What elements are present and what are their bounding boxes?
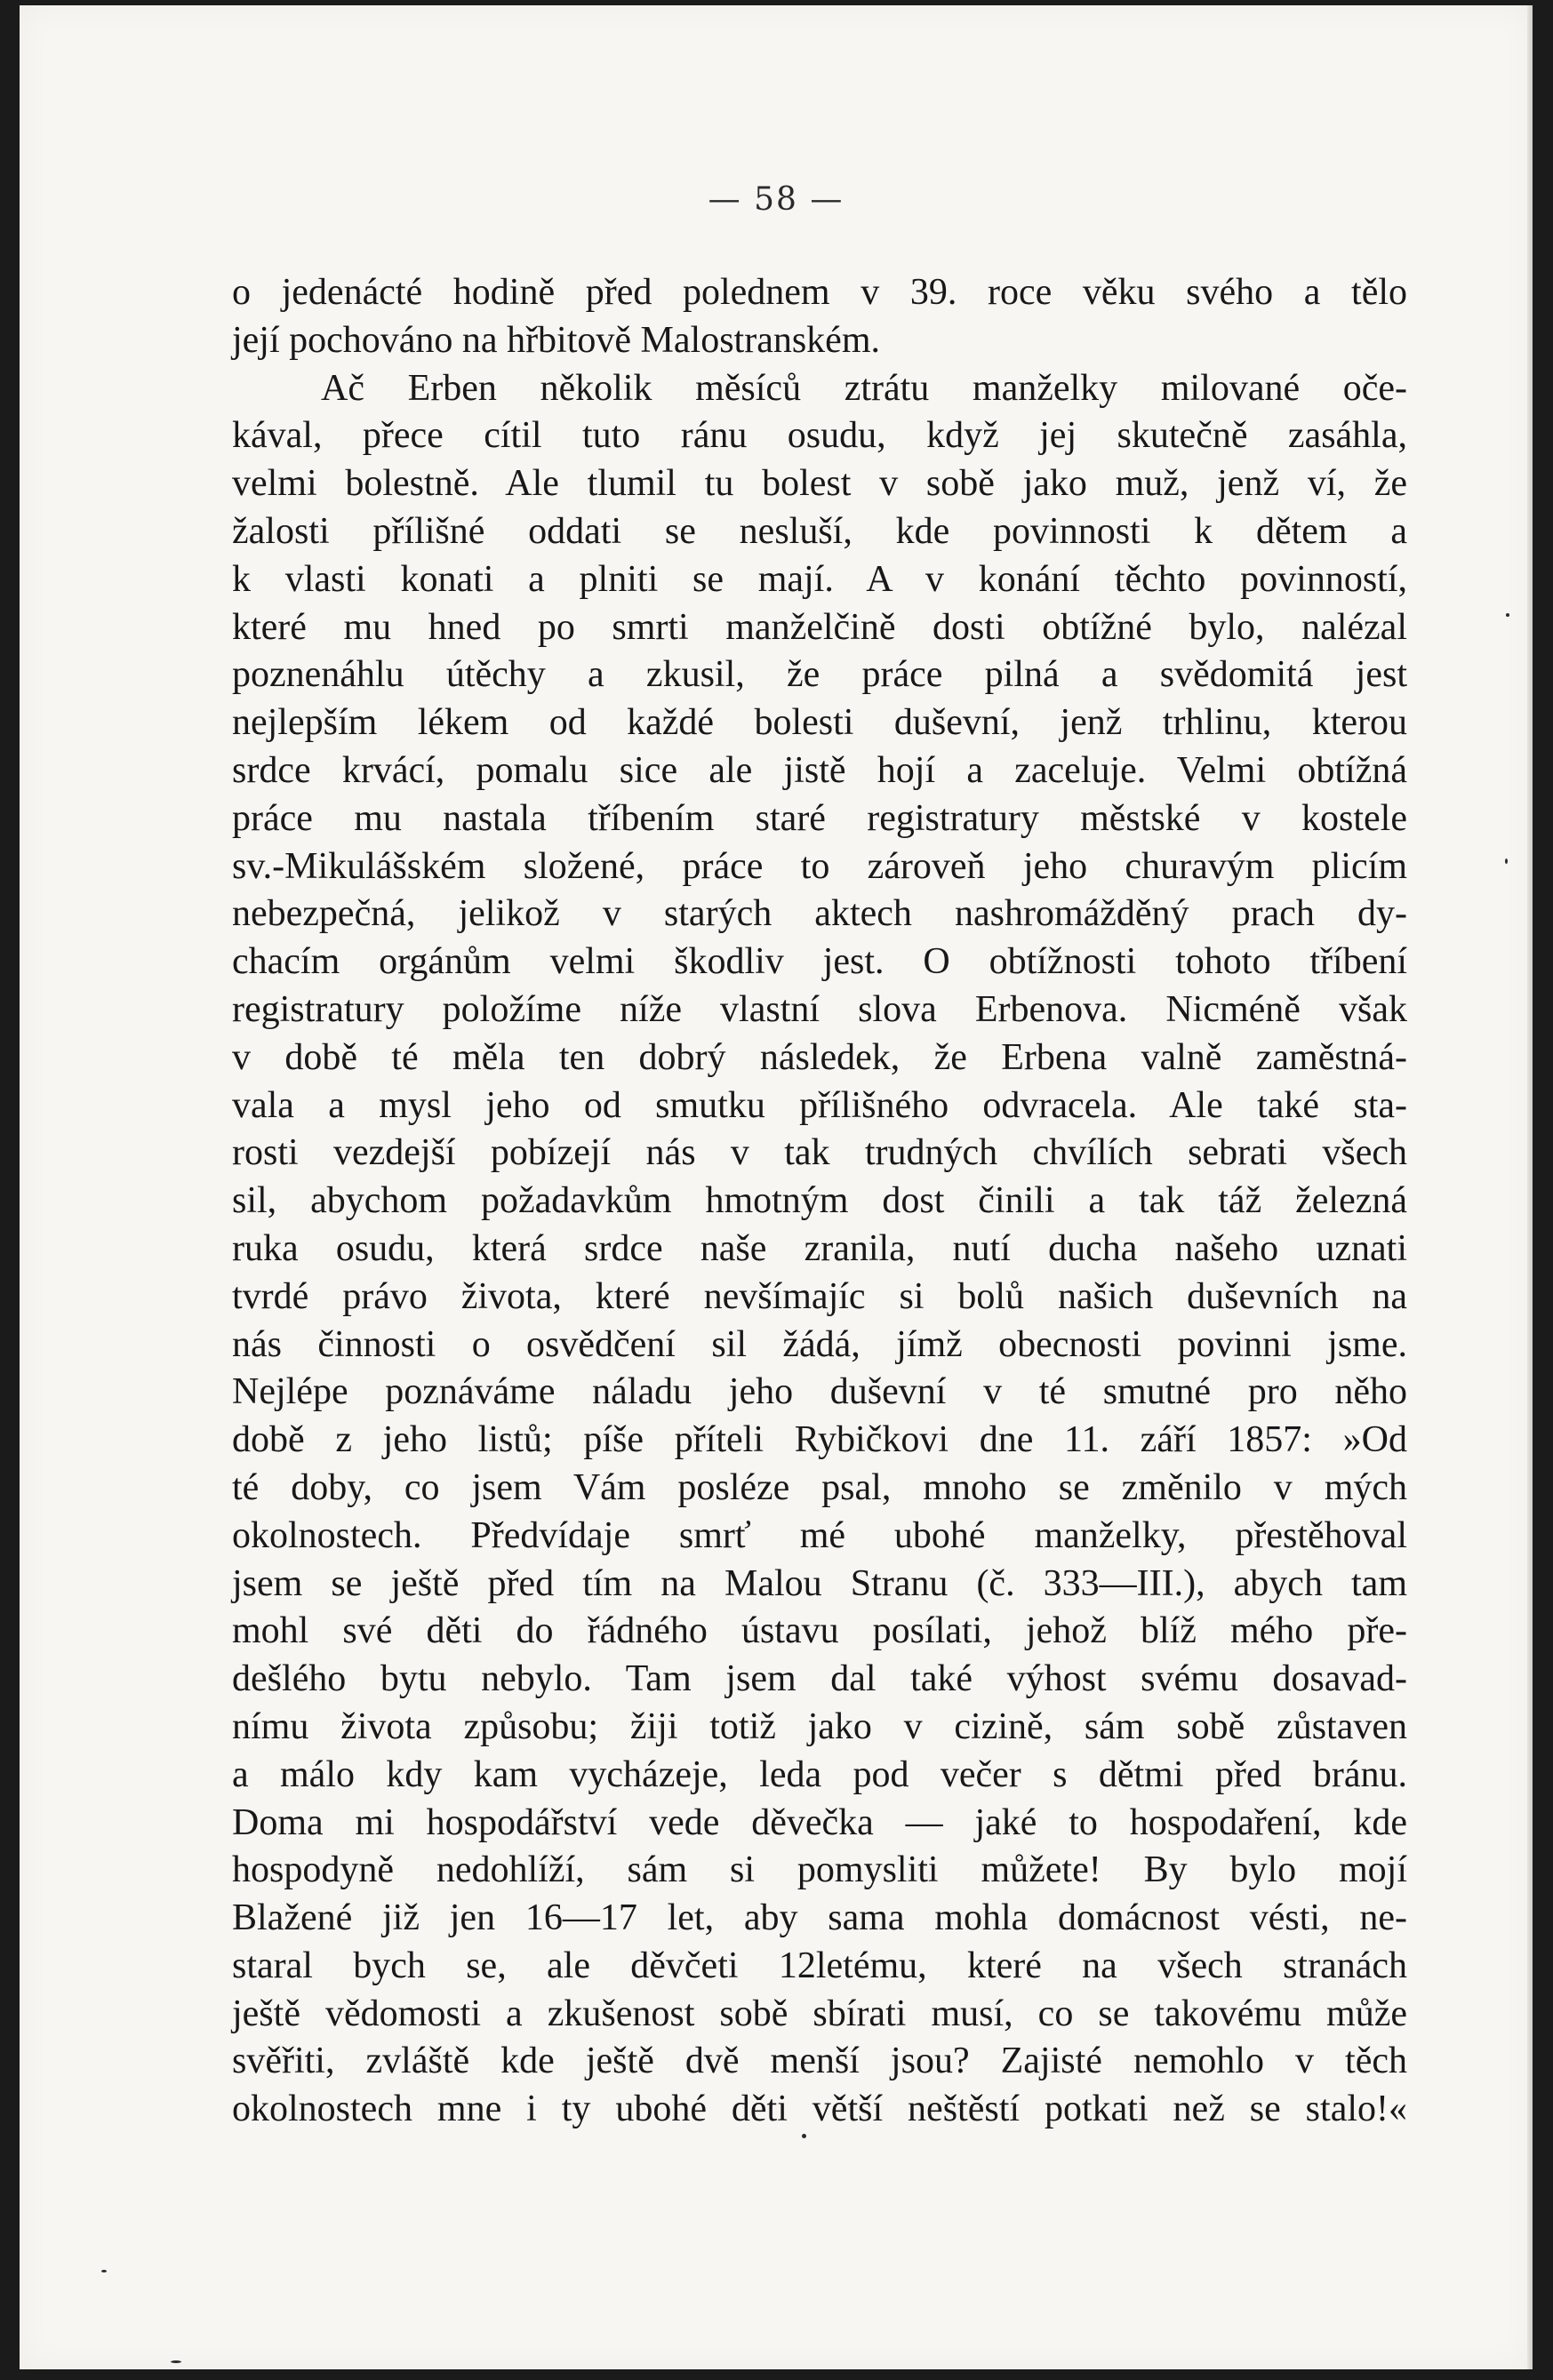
- page-edge: [1527, 5, 1533, 2369]
- text-line: v době té měla ten dobrý následek, že Erbena valně zaměstná-: [232, 1036, 1407, 1078]
- text-line: registratury položíme níže vlastní slova Erbenova. Nicméně však: [232, 988, 1407, 1030]
- text-line: Ač Erben několik měsíců ztrátu manželky milované oče-: [321, 367, 1407, 409]
- text-line: ruka osudu, která srdce naše zranila, nutí ducha našeho uznati: [232, 1227, 1407, 1269]
- text-line: tvrdé právo života, které nevšímajíc si bolů našich duševních na: [232, 1275, 1407, 1317]
- text-line: době z jeho listů; píše příteli Rybičkovi dne 11. září 1857: »Od: [232, 1419, 1407, 1461]
- text-line: dešlého bytu nebylo. Tam jsem dal také výhost svému dosavad-: [232, 1658, 1407, 1700]
- text-line: Blažené již jen 16—17 let, aby sama mohla domácnost vésti, ne-: [232, 1897, 1407, 1939]
- text-line: žalosti přílišné oddati se nesluší, kde povinnosti k dětem a: [232, 510, 1407, 552]
- text-line: o jedenácté hodině před polednem v 39. roce věku svého a tělo: [232, 272, 1407, 313]
- text-line: hospodyně nedohlíží, sám si pomysliti můžete! By bylo mojí: [232, 1849, 1407, 1891]
- print-speck: [802, 2134, 806, 2138]
- text-line: nebezpečná, jelikož v starých aktech nashromážděný prach dy-: [232, 893, 1407, 935]
- text-line: jsem se ještě před tím na Malou Stranu (č. 333—III.), abych tam: [232, 1562, 1407, 1604]
- print-speck: [1505, 859, 1508, 864]
- text-line: její pochováno na hřbitově Malostranském.: [232, 319, 880, 361]
- text-line: té doby, co jsem Vám posléze psal, mnoho se změnilo v mých: [232, 1466, 1407, 1508]
- text-line: práce mu nastala tříbením staré registratury městské v kostele: [232, 797, 1407, 839]
- text-line: svěřiti, zvláště kde ještě dvě menší jsou? Zajisté nemohlo v těch: [232, 2041, 1407, 2082]
- text-line: velmi bolestně. Ale tlumil tu bolest v sobě jako muž, jenž ví, že: [232, 463, 1407, 505]
- text-line: Nejlépe poznáváme náladu jeho duševní v té smutné pro něho: [232, 1371, 1407, 1413]
- text-line: a málo kdy kam vycházeje, leda pod večer s dětmi před bránu.: [232, 1753, 1407, 1795]
- text-line: poznenáhlu útěchy a zkusil, že práce pilná a svědomitá jest: [232, 654, 1407, 696]
- text-line: staral bych se, ale děvčeti 12letému, které na všech stranách: [232, 1945, 1407, 1986]
- document-page: [20, 5, 1533, 2369]
- text-line: srdce krvácí, pomalu sice ale jistě hojí a zaceluje. Velmi obtížná: [232, 749, 1407, 791]
- text-line: nejlepším lékem od každé bolesti duševní, jenž trhlinu, kterou: [232, 702, 1407, 744]
- text-line: k vlasti konati a plniti se mají. A v konání těchto povinností,: [232, 558, 1407, 600]
- text-line: nímu života způsobu; žiji totiž jako v cizině, sám sobě zůstaven: [232, 1705, 1407, 1747]
- text-line: okolnostech mne i ty ubohé děti větší neštěstí potkati než se stalo!«: [232, 2088, 1407, 2130]
- print-speck: [1506, 613, 1509, 617]
- body-text: [232, 269, 1407, 2134]
- text-line: které mu hned po smrti manželčině dosti obtížné bylo, nalézal: [232, 606, 1407, 648]
- print-speck: [171, 2360, 181, 2363]
- print-speck: [101, 2270, 107, 2272]
- text-line: rosti vezdejší pobízejí nás v tak trudných chvílích sebrati všech: [232, 1132, 1407, 1174]
- text-line: kával, přece cítil tuto ránu osudu, když jej skutečně zasáhla,: [232, 415, 1407, 457]
- text-line: sv.-Mikulášském složené, práce to zároveň jeho churavým plicím: [232, 845, 1407, 887]
- text-line: ještě vědomosti a zkušenost sobě sbírati musí, co se takovému může: [232, 1993, 1407, 2034]
- text-line: vala a mysl jeho od smutku přílišného odvracela. Ale také sta-: [232, 1084, 1407, 1126]
- text-line: mohl své děti do řádného ústavu posílati, jehož blíž mého pře-: [232, 1610, 1407, 1652]
- text-line: Doma mi hospodářství vede děvečka — jaké to hospodaření, kde: [232, 1801, 1407, 1843]
- page-number: — 58 —: [708, 181, 845, 218]
- text-line: sil, abychom požadavkům hmotným dost činili a tak táž železná: [232, 1180, 1407, 1222]
- text-line: nás činnosti o osvědčení sil žádá, jímž obecnosti povinni jsme.: [232, 1323, 1407, 1365]
- text-line: okolnostech. Předvídaje smrť mé ubohé manželky, přestěhoval: [232, 1514, 1407, 1556]
- text-line: chacím orgánům velmi škodliv jest. O obtížnosti tohoto tříbení: [232, 941, 1407, 983]
